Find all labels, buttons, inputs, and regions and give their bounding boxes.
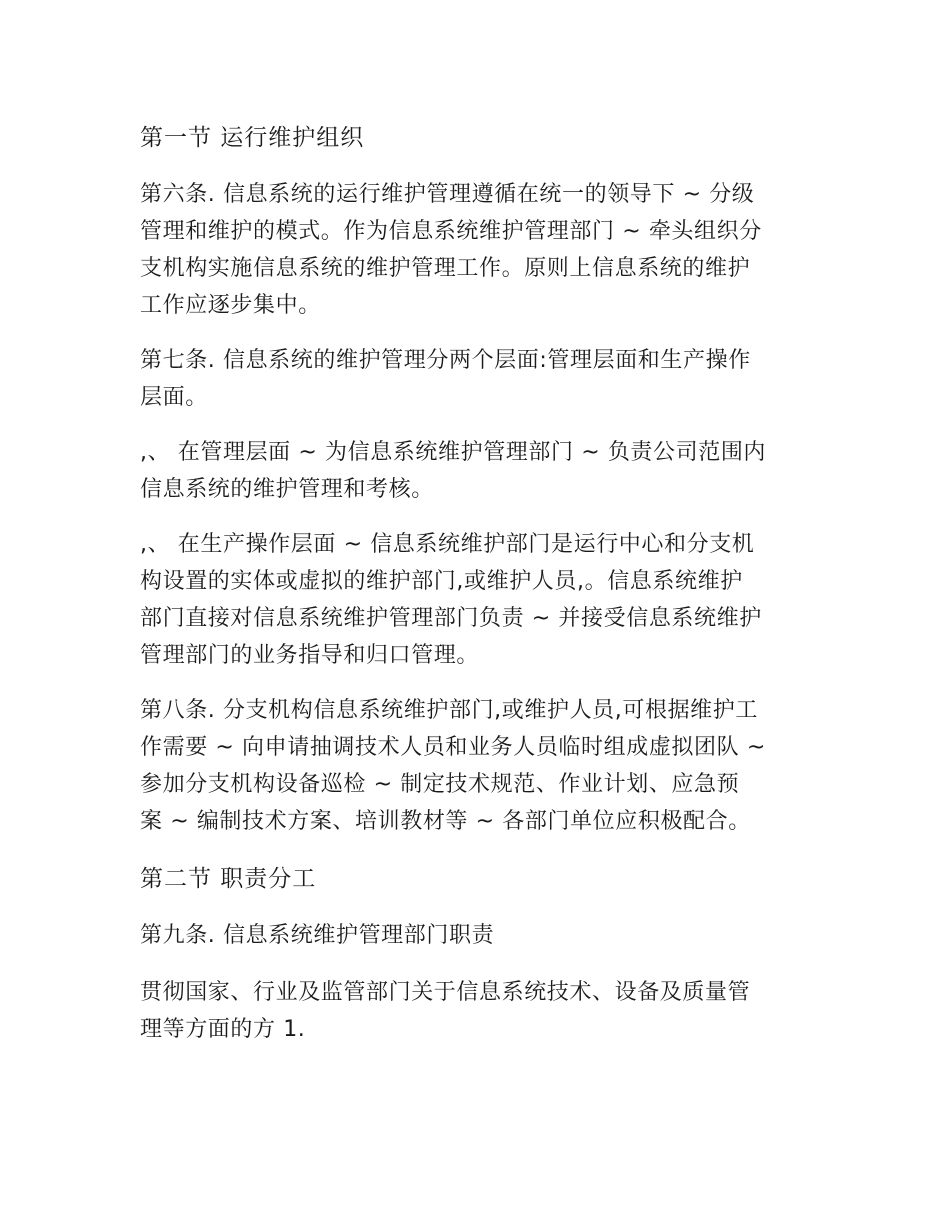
paragraph-line: 工作应逐步集中。 — [140, 293, 321, 318]
paragraph-line: ,、 在生产操作层面 ~ 信息系统维护部门是运行中心和分支机 — [140, 532, 755, 557]
paragraph-line: 支机构实施信息系统的维护管理工作。原则上信息系统的维护 — [140, 256, 751, 281]
paragraph-line: 部门直接对信息系统维护管理部门负责 ~ 并接受信息系统维护 — [140, 606, 762, 631]
paragraph-line: 理等方面的方 1. — [140, 1017, 306, 1042]
section-heading-2: 第二节 职责分工 — [140, 866, 317, 892]
paragraph-line: 作需要 ~ 向申请抽调技术人员和业务人员临时组成虚拟团队 ~ — [140, 735, 766, 760]
paragraph-line: 层面。 — [140, 385, 208, 410]
paragraph-line: 参加分支机构设备巡检 ~ 制定技术规范、作业计划、应急预 — [140, 772, 740, 797]
paragraph-line: 管理部门的业务指导和归口管理。 — [140, 643, 480, 668]
paragraph-line: 管理和维护的模式。作为信息系统维护管理部门 ~ 牵头组织分 — [140, 219, 762, 244]
paragraph-line: 信息系统的维护管理和考核。 — [140, 477, 434, 502]
paragraph-line: 第八条. 分支机构信息系统维护部门,或维护人员,可根据维护工 — [140, 698, 758, 723]
paragraph-line: ,、 在管理层面 ~ 为信息系统维护管理部门 ~ 负责公司范围内 — [140, 440, 767, 465]
paragraph-line: 构设置的实体或虚拟的维护部门,或维护人员,。信息系统维护 — [140, 569, 743, 594]
paragraph-line: 第六条. 信息系统的运行维护管理遵循在统一的领导下 ~ 分级 — [140, 182, 755, 207]
paragraph-line: 第七条. 信息系统的维护管理分两个层面:管理层面和生产操作 — [140, 348, 751, 373]
paragraph-line: 案 ~ 编制技术方案、培训教材等 ~ 各部门单位应积极配合。 — [140, 809, 751, 834]
section-heading-1: 第一节 运行维护组织 — [140, 125, 365, 151]
paragraph-line: 第九条. 信息系统维护管理部门职责 — [140, 923, 495, 948]
paragraph-line: 贯彻国家、行业及监管部门关于信息系统技术、设备及质量管 — [140, 980, 751, 1005]
